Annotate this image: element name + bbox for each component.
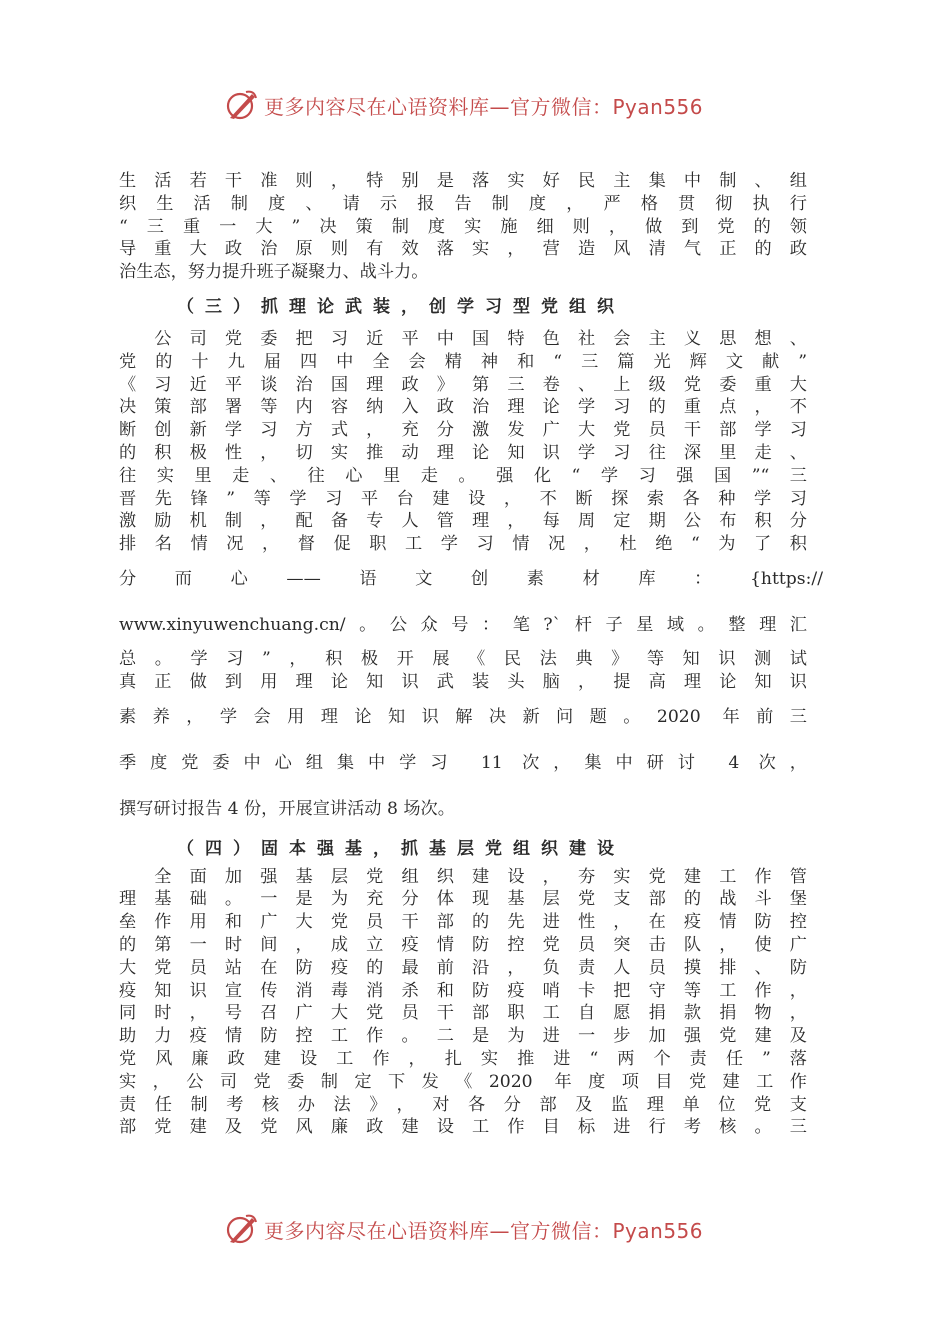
text-line: 激励机制，配备专人管理，每周定期公布积分: [119, 511, 807, 532]
text-line: 素养，学会用理论知识解决新问题。2020 年前三: [119, 706, 807, 727]
text-line: 助力疫情防控工作。二是为进一步加强党建及: [119, 1026, 807, 1047]
text-line: 排名情况，督促职工学习情况，杜绝“为了积: [119, 534, 807, 555]
text-line: 公司党委把习近平中国特色社会主义思想、: [119, 328, 807, 349]
text-line: 导重大政治原则有效落实，营造风清气正的政: [119, 239, 807, 260]
paragraph-1: [119, 170, 807, 284]
document-body: [119, 170, 823, 1139]
banner-text: 更多内容尽在心语资料库—官方微信：Pyan556: [264, 94, 704, 119]
text-line: 总。学习”，积极开展《民法典》等知识测试: [119, 648, 807, 669]
text-line: 断创新学习方式，充分激发广大党员干部学习: [119, 420, 807, 441]
text-line: 生活若干准则，特别是落实好民主集中制、组: [119, 171, 807, 191]
text-line: 党风廉政建设工作，扎实推进“两个责任”落: [119, 1048, 807, 1069]
text-line: 同时，号召广大党员干部职工自愿捐款捐物，: [119, 1003, 807, 1024]
text-line: 撰写研讨报告 4 份，开展宣讲活动 8 场次。: [119, 798, 455, 819]
banner-text: 更多内容尽在心语资料库—官方微信：Pyan556: [264, 1218, 704, 1243]
text-line: 责任制考核办法》，对各分部及监理单位党支: [119, 1094, 807, 1115]
text-line: “三重一大”决策制度实施细则，做到党的领: [119, 216, 807, 237]
section-heading-4: （四）固本强基，抓基层党组织建设: [177, 838, 625, 859]
text-line: 织生活制度、请示报告制度，严格贯彻执行: [119, 193, 807, 214]
footer-banner: [224, 1212, 744, 1246]
text-line: 《习近平谈治国理政》第三卷、上级党委重大: [119, 374, 807, 395]
paragraph-3: [119, 866, 807, 1140]
header-banner: [224, 88, 744, 122]
paragraph-2: [119, 328, 823, 832]
text-line: 季度党委中心组集中学习 11 次，集中研讨 4 次，: [119, 752, 807, 773]
text-line: 部党建及党风廉政建设工作目标进行考核。三: [119, 1117, 807, 1138]
quill-logo-icon: [224, 1212, 258, 1246]
text-line: 往实里走、往心里走。强化“学习强国”“三: [119, 465, 807, 486]
text-line: www.xinyuwenchuang.cn/。公众号：笔?`杆子星域。整理汇: [119, 614, 807, 635]
text-line: 晋先锋”等学习平台建设，不断探索各种学习: [119, 488, 807, 509]
text-line: 实，公司党委制定下发《2020 年度项目党建工作: [119, 1071, 807, 1092]
text-line: 理基础。一是为充分体现基层党支部的战斗堡: [119, 889, 807, 910]
text-line: 大党员站在防疫的最前沿，负责人员摸排、防: [119, 957, 807, 978]
text-line: 决策部署等内容纳入政治理论学习的重点，不: [119, 397, 807, 418]
text-line: 全面加强基层党组织建设，夯实党建工作管: [119, 866, 807, 887]
text-line: 真正做到用理论知识武装头脑，提高理论知识: [119, 671, 807, 692]
text-line: 治生态，努力提升班子凝聚力、战斗力。: [119, 262, 429, 283]
text-line: 疫知识宣传消毒消杀和防疫哨卡把守等工作，: [119, 980, 807, 1001]
quill-logo-icon: [224, 88, 258, 122]
text-line: 垒作用和广大党员干部的先进性，在疫情防控: [119, 912, 807, 933]
text-line: 党的十九届四中全会精神和“三篇光辉文献”: [119, 351, 807, 372]
section-heading-3: （三）抓理论武装，创学习型党组织: [177, 296, 625, 317]
text-line: 的第一时间，成立疫情防控党员突击队，使广: [119, 934, 807, 955]
text-line: 的积极性，切实推动理论知识学习往深里走、: [119, 442, 807, 463]
text-line: 分而心——语文创素材库：{https://: [119, 568, 823, 589]
